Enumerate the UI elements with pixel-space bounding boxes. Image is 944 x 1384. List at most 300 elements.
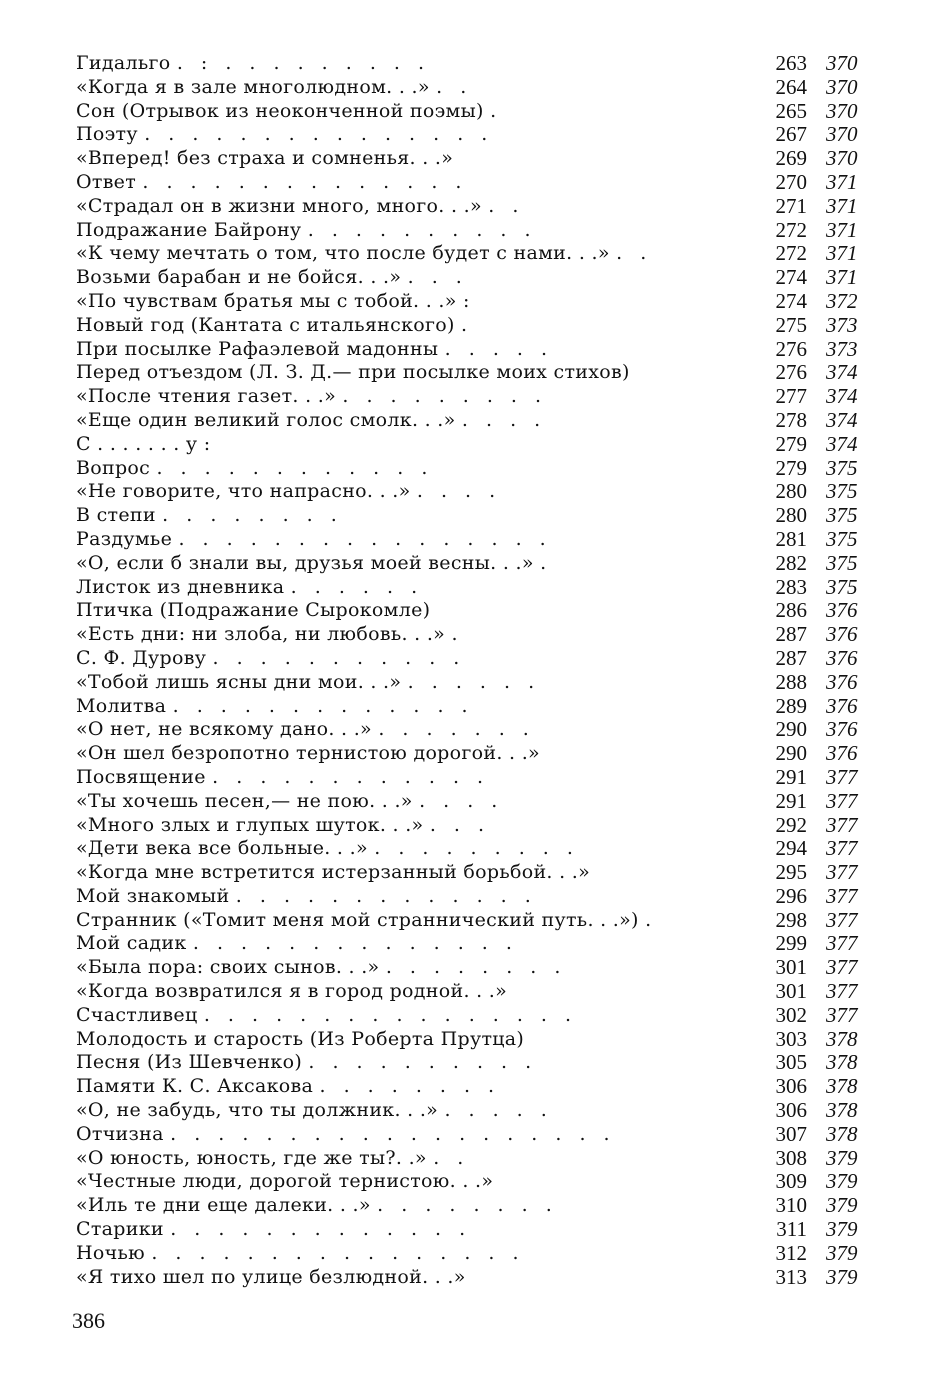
entry-title <box>76 266 756 290</box>
entry-page-number: 280 <box>775 479 807 504</box>
table-of-contents <box>76 52 876 1289</box>
entry-notes-page-number: 375 <box>826 550 858 575</box>
entry-notes-page-number: 378 <box>826 1050 858 1075</box>
entry-notes-page-number: 377 <box>826 979 858 1004</box>
leader-dots: . . . . . . . . . . <box>307 218 537 241</box>
entry-title <box>76 599 756 623</box>
leader-dots: . . . . . . . . . . <box>308 1051 538 1074</box>
entry-notes-page-number: 371 <box>826 265 858 290</box>
entry-page-number: 308 <box>775 1145 807 1170</box>
entry-title <box>76 1051 756 1075</box>
leader-dots: . . . . . . . . . . . . . . . <box>144 123 494 146</box>
entry-notes-page-number: 375 <box>826 526 858 551</box>
toc-entry <box>76 599 876 623</box>
entry-title-text: Памяти К. С. Аксакова <box>76 1075 314 1098</box>
entry-title-text: Возьми барабан и не бойся. . .» <box>76 266 402 289</box>
entry-page-number: 289 <box>775 693 807 718</box>
entry-title-text: Раздумье <box>76 527 173 550</box>
entry-notes-page-number: 370 <box>826 51 858 75</box>
toc-entry <box>76 956 876 980</box>
entry-title-text: «Иль те дни еще далеки. . .» <box>76 1194 371 1217</box>
entry-notes-page-number: 370 <box>826 146 858 171</box>
entry-title <box>76 766 756 790</box>
entry-notes-page-number: 370 <box>826 122 858 147</box>
entry-title <box>76 552 756 576</box>
entry-page-number: 306 <box>775 1074 807 1099</box>
entry-notes-page-number: 377 <box>826 788 858 813</box>
entry-title-text: «К чему мечтать о том, что после будет с нами. . .» <box>76 242 610 265</box>
toc-entry <box>76 76 876 100</box>
entry-notes-page-number: 376 <box>826 717 858 742</box>
leader-dots: . . . . . . . . <box>162 504 343 527</box>
leader-dots: . . . . . . . . . . . . . . <box>192 932 518 955</box>
toc-entry <box>76 909 876 933</box>
entry-title <box>76 1266 756 1290</box>
entry-page-number: 290 <box>775 741 807 766</box>
entry-page-number: 287 <box>775 622 807 647</box>
entry-notes-page-number: 377 <box>826 931 858 956</box>
leader-dots: . . . . . . . . . . . . <box>156 456 434 479</box>
entry-title-text: Песня (Из Шевченко) <box>76 1051 303 1074</box>
entry-title <box>76 790 756 814</box>
entry-title <box>76 1075 756 1099</box>
entry-page-number: 307 <box>775 1121 807 1146</box>
entry-page-number: 267 <box>775 122 807 147</box>
entry-notes-page-number: 377 <box>826 1002 858 1027</box>
leader-dots: : <box>463 289 476 312</box>
entry-title <box>76 837 756 861</box>
entry-title-text: Отчизна <box>76 1122 164 1145</box>
entry-page-number: 291 <box>775 764 807 789</box>
entry-title-text: Гидальго <box>76 52 171 74</box>
entry-page-number: 313 <box>775 1264 807 1289</box>
toc-entry <box>76 52 876 76</box>
entry-notes-page-number: 375 <box>826 455 858 480</box>
entry-title-text: С. Ф. Дурову <box>76 646 207 669</box>
leader-dots: . . <box>436 75 473 98</box>
toc-entry <box>76 623 876 647</box>
entry-title-text: Птичка (Подражание Сырокомле) <box>76 599 431 622</box>
entry-title <box>76 932 756 956</box>
toc-entry <box>76 1194 876 1218</box>
entry-title <box>76 290 756 314</box>
entry-page-number: 275 <box>775 312 807 337</box>
entry-page-number: 264 <box>775 74 807 99</box>
entry-title <box>76 671 756 695</box>
entry-notes-page-number: 379 <box>826 1193 858 1218</box>
toc-entry <box>76 147 876 171</box>
entry-page-number: 305 <box>775 1050 807 1075</box>
entry-title-text: Ответ <box>76 170 137 193</box>
leader-dots: . . . <box>429 813 491 836</box>
entry-page-number: 288 <box>775 669 807 694</box>
leader-dots: . . . . . . . . . . . . . . . . <box>151 1241 525 1264</box>
entry-title-text: Мой знакомый <box>76 884 230 907</box>
entry-title <box>76 1123 756 1147</box>
entry-title <box>76 861 756 885</box>
leader-dots: . . . . . . . . . . . <box>212 646 466 669</box>
entry-title <box>76 171 756 195</box>
entry-page-number: 287 <box>775 645 807 670</box>
entry-title <box>76 909 756 933</box>
entry-page-number: 295 <box>775 860 807 885</box>
entry-page-number: 291 <box>775 788 807 813</box>
entry-title <box>76 314 756 338</box>
entry-title <box>76 1242 756 1266</box>
entry-title-text: Старики <box>76 1218 164 1241</box>
toc-entry <box>76 528 876 552</box>
entry-title-text: Странник («Томит меня мой страннический путь. . .») <box>76 908 639 931</box>
entry-title-text: «Была пора: своих сынов. . .» <box>76 956 380 979</box>
entry-title-text: Подражание Байрону <box>76 218 302 241</box>
entry-title-text: «После чтения газет. . .» <box>76 385 337 408</box>
entry-notes-page-number: 370 <box>826 98 858 123</box>
entry-page-number: 312 <box>775 1240 807 1265</box>
entry-notes-page-number: 379 <box>826 1145 858 1170</box>
entry-page-number: 276 <box>775 336 807 361</box>
entry-title-text: Листок из дневника <box>76 575 285 598</box>
entry-title <box>76 433 756 457</box>
entry-page-number: 283 <box>775 574 807 599</box>
entry-page-number: 271 <box>775 193 807 218</box>
entry-page-number: 277 <box>775 384 807 409</box>
entry-page-number: 301 <box>775 979 807 1004</box>
entry-title <box>76 647 756 671</box>
entry-notes-page-number: 377 <box>826 764 858 789</box>
entry-title <box>76 1147 756 1171</box>
entry-title <box>76 338 756 362</box>
entry-notes-page-number: 374 <box>826 384 858 409</box>
entry-title-text: «Не говорите, что напрасно. . .» <box>76 480 411 503</box>
entry-title-text: «Есть дни: ни злоба, ни любовь. . .» <box>76 623 446 646</box>
toc-entry <box>76 837 876 861</box>
entry-notes-page-number: 379 <box>826 1169 858 1194</box>
entry-notes-page-number: 376 <box>826 622 858 647</box>
entry-title <box>76 576 756 600</box>
toc-entry <box>76 457 876 481</box>
entry-notes-page-number: 375 <box>826 503 858 528</box>
entry-notes-page-number: 379 <box>826 1240 858 1265</box>
entry-title <box>76 528 756 552</box>
toc-entry <box>76 1147 876 1171</box>
leader-dots: . . . . . . <box>290 575 424 598</box>
entry-title-text: Сон (Отрывок из неоконченной поэмы) <box>76 99 484 122</box>
leader-dots: . . . . . . . . . . . . . . . . <box>178 527 552 550</box>
leader-dots: . . . . . . . . . . . . . . . . <box>203 1003 578 1026</box>
entry-title-text: Молитва <box>76 694 167 717</box>
entry-title <box>76 814 756 838</box>
entry-notes-page-number: 372 <box>826 288 858 313</box>
entry-page-number: 272 <box>775 241 807 266</box>
toc-entry <box>76 695 876 719</box>
toc-entry <box>76 576 876 600</box>
entry-title-text: С . . . . . . . у <box>76 432 198 455</box>
entry-title <box>76 195 756 219</box>
toc-entry <box>76 1099 876 1123</box>
toc-entry <box>76 1075 876 1099</box>
toc-entry <box>76 1028 876 1052</box>
leader-dots: . . <box>488 194 525 217</box>
entry-notes-page-number: 378 <box>826 1098 858 1123</box>
entry-title-text: «О юность, юность, где же ты?. .» <box>76 1146 427 1169</box>
entry-page-number: 301 <box>775 955 807 980</box>
entry-title <box>76 718 756 742</box>
entry-page-number: 286 <box>775 598 807 623</box>
entry-notes-page-number: 371 <box>826 241 858 266</box>
entry-title-text: Ночью <box>76 1241 145 1264</box>
entry-title <box>76 742 756 766</box>
entry-page-number: 290 <box>775 717 807 742</box>
entry-title <box>76 504 756 528</box>
toc-entry <box>76 885 876 909</box>
toc-entry <box>76 100 876 124</box>
leader-dots: . . . . <box>416 480 502 503</box>
leader-dots: . <box>540 551 553 574</box>
entry-page-number: 294 <box>775 836 807 861</box>
entry-notes-page-number: 378 <box>826 1074 858 1099</box>
entry-page-number: 280 <box>775 503 807 528</box>
entry-title-text: Молодость и старость (Из Роберта Прутца) <box>76 1027 525 1050</box>
toc-entry <box>76 671 876 695</box>
leader-dots: . . . . . . . . . . . . . <box>172 694 474 717</box>
entry-page-number: 270 <box>775 169 807 194</box>
entry-title-text: При посылке Рафаэлевой мадонны <box>76 337 439 360</box>
entry-title <box>76 980 756 1004</box>
entry-title <box>76 76 756 100</box>
entry-title <box>76 1099 756 1123</box>
entry-page-number: 274 <box>775 265 807 290</box>
leader-dots: . . . . . . . . . . . . . . <box>142 170 468 193</box>
toc-entry <box>76 266 876 290</box>
entry-notes-page-number: 376 <box>826 598 858 623</box>
toc-entry <box>76 718 876 742</box>
entry-title <box>76 695 756 719</box>
toc-entry <box>76 1242 876 1266</box>
entry-page-number: 279 <box>775 455 807 480</box>
toc-entry <box>76 1266 876 1290</box>
entry-title <box>76 385 756 409</box>
entry-page-number: 309 <box>775 1169 807 1194</box>
toc-entry <box>76 361 876 385</box>
entry-title-text: Новый год (Кантата с итальянского) <box>76 313 455 336</box>
toc-entry <box>76 480 876 504</box>
entry-notes-page-number: 376 <box>826 669 858 694</box>
toc-entry <box>76 242 876 266</box>
entry-title-text: «Он шел безропотно тернистою дорогой. . .» <box>76 742 540 765</box>
entry-title <box>76 242 756 266</box>
leader-dots: : <box>203 432 217 455</box>
toc-entry <box>76 980 876 1004</box>
leader-dots: . <box>645 908 658 931</box>
toc-entry <box>76 814 876 838</box>
entry-title-text: «О, если б знали вы, друзья моей весны. . .» <box>76 551 534 574</box>
entry-title-text: «Вперед! без страха и сомненья. . .» <box>76 147 454 170</box>
entry-page-number: 303 <box>775 1026 807 1051</box>
entry-title-text: «Много злых и глупых шуток. . .» <box>76 813 424 836</box>
leader-dots: . . . . . . . . <box>385 956 567 979</box>
entry-title <box>76 100 756 124</box>
entry-notes-page-number: 374 <box>826 360 858 385</box>
leader-dots: . . . . . . . . <box>319 1075 501 1098</box>
leader-dots: . <box>490 99 503 122</box>
leader-dots: . . <box>616 242 653 265</box>
entry-title <box>76 219 756 243</box>
toc-entry <box>76 385 876 409</box>
entry-page-number: 281 <box>775 526 807 551</box>
toc-entry <box>76 1218 876 1242</box>
toc-entry <box>76 742 876 766</box>
leader-dots: . . . . <box>419 789 504 812</box>
entry-notes-page-number: 376 <box>826 741 858 766</box>
entry-page-number: 310 <box>775 1193 807 1218</box>
leader-dots: . . . . . . . . . . . . . <box>235 884 537 907</box>
toc-entry <box>76 552 876 576</box>
entry-title <box>76 361 756 385</box>
toc-entry <box>76 433 876 457</box>
toc-entry <box>76 1004 876 1028</box>
entry-title-text: В степи <box>76 504 156 527</box>
entry-title <box>76 623 756 647</box>
entry-page-number: 279 <box>775 431 807 456</box>
toc-entry <box>76 932 876 956</box>
entry-title-text: «Когда мне встретится истерзанный борьбой. . .» <box>76 861 591 884</box>
leader-dots: . . . . . . <box>407 670 541 693</box>
entry-notes-page-number: 371 <box>826 169 858 194</box>
toc-entry <box>76 504 876 528</box>
toc-entry <box>76 123 876 147</box>
entry-page-number: 269 <box>775 146 807 171</box>
leader-dots: . . . . . <box>444 337 554 360</box>
entry-title-text: «Тобой лишь ясны дни мои. . .» <box>76 670 402 693</box>
toc-entry <box>76 766 876 790</box>
entry-title-text: «Честные люди, дорогой тернистою. . .» <box>76 1170 494 1193</box>
leader-dots: . . . . . . . . . . . . . <box>170 1218 472 1241</box>
leader-dots: . . . . . . . . . <box>374 837 579 860</box>
entry-title <box>76 457 756 481</box>
leader-dots: . . . <box>407 266 468 289</box>
entry-page-number: 298 <box>775 907 807 932</box>
entry-title-text: «Когда возвратился я в город родной. . .» <box>76 980 508 1003</box>
toc-entry <box>76 647 876 671</box>
entry-notes-page-number: 373 <box>826 312 858 337</box>
entry-page-number: 265 <box>775 98 807 123</box>
entry-title-text: Перед отъездом (Л. З. Д.— при посылке моих стихов) <box>76 361 630 384</box>
entry-title <box>76 123 756 147</box>
entry-page-number: 296 <box>775 883 807 908</box>
entry-title-text: «Еще один великий голос смолк. . .» <box>76 408 456 431</box>
entry-page-number: 263 <box>775 51 807 75</box>
entry-title <box>76 1218 756 1242</box>
entry-title <box>76 1004 756 1028</box>
entry-notes-page-number: 375 <box>826 574 858 599</box>
entry-page-number: 292 <box>775 812 807 837</box>
toc-entry <box>76 1051 876 1075</box>
leader-dots: . . . . . <box>444 1099 553 1122</box>
leader-dots: . . <box>433 1146 470 1169</box>
entry-notes-page-number: 377 <box>826 955 858 980</box>
entry-title-text: «Я тихо шел по улице безлюдной. . .» <box>76 1265 466 1288</box>
entry-page-number: 311 <box>776 1217 807 1242</box>
entry-notes-page-number: 374 <box>826 407 858 432</box>
entry-page-number: 274 <box>775 288 807 313</box>
entry-title <box>76 956 756 980</box>
leader-dots: . . . . . . . <box>378 718 535 741</box>
entry-title-text: «По чувствам братья мы с тобой. . .» <box>76 289 457 312</box>
leader-dots: . <box>461 313 474 336</box>
entry-notes-page-number: 378 <box>826 1026 858 1051</box>
toc-entry <box>76 290 876 314</box>
leader-dots: . . . . . . . . . . . . . . . . . . . <box>170 1122 616 1145</box>
entry-title <box>76 885 756 909</box>
entry-notes-page-number: 371 <box>826 217 858 242</box>
leader-dots: . . . . . . . . . . . . <box>212 765 490 788</box>
entry-title-text: «О нет, не всякому дано. . .» <box>76 718 372 741</box>
entry-page-number: 299 <box>775 931 807 956</box>
entry-notes-page-number: 379 <box>826 1217 858 1242</box>
entry-notes-page-number: 377 <box>826 907 858 932</box>
entry-notes-page-number: 375 <box>826 479 858 504</box>
entry-title-text: Поэту <box>76 123 138 146</box>
entry-title-text: «О, не забудь, что ты должник. . .» <box>76 1099 439 1122</box>
leader-dots: . . . . . . . . <box>377 1194 558 1217</box>
entry-page-number: 278 <box>775 407 807 432</box>
entry-notes-page-number: 374 <box>826 431 858 456</box>
entry-title-text: Вопрос <box>76 456 151 479</box>
entry-notes-page-number: 376 <box>826 645 858 670</box>
toc-entry <box>76 861 876 885</box>
entry-page-number: 306 <box>775 1098 807 1123</box>
entry-title-text: «Ты хочешь песен,— не пою. . .» <box>76 789 413 812</box>
entry-notes-page-number: 373 <box>826 336 858 361</box>
entry-notes-page-number: 377 <box>826 860 858 885</box>
entry-page-number: 282 <box>775 550 807 575</box>
entry-title <box>76 409 756 433</box>
toc-entry <box>76 1170 876 1194</box>
leader-dots: . . . . <box>461 408 547 431</box>
toc-entry <box>76 219 876 243</box>
entry-title <box>76 1194 756 1218</box>
leader-dots: . <box>451 623 464 646</box>
entry-title <box>76 52 756 76</box>
entry-title <box>76 147 756 171</box>
entry-title <box>76 1170 756 1194</box>
entry-notes-page-number: 379 <box>826 1264 858 1289</box>
entry-title-text: «Дети века все больные. . .» <box>76 837 368 860</box>
entry-title-text: «Когда я в зале многолюдном. . .» <box>76 75 430 98</box>
leader-dots: . . . . . . . . . <box>342 385 548 408</box>
toc-entry <box>76 790 876 814</box>
toc-entry <box>76 314 876 338</box>
entry-page-number: 272 <box>775 217 807 242</box>
toc-entry <box>76 409 876 433</box>
page-number: 386 <box>72 1308 105 1333</box>
entry-title-text: Мой садик <box>76 932 187 955</box>
toc-entry <box>76 1123 876 1147</box>
entry-notes-page-number: 376 <box>826 693 858 718</box>
entry-title-text: Посвящение <box>76 765 206 788</box>
entry-notes-page-number: 377 <box>826 836 858 861</box>
entry-notes-page-number: 378 <box>826 1121 858 1146</box>
entry-notes-page-number: 370 <box>826 74 858 99</box>
entry-title <box>76 1028 756 1052</box>
entry-title-text: Счастливец <box>76 1003 198 1026</box>
entry-notes-page-number: 377 <box>826 812 858 837</box>
toc-entry <box>76 195 876 219</box>
toc-entry <box>76 171 876 195</box>
entry-page-number: 276 <box>775 360 807 385</box>
leader-dots: . : . . . . . . . . . <box>176 52 431 74</box>
entry-notes-page-number: 377 <box>826 883 858 908</box>
